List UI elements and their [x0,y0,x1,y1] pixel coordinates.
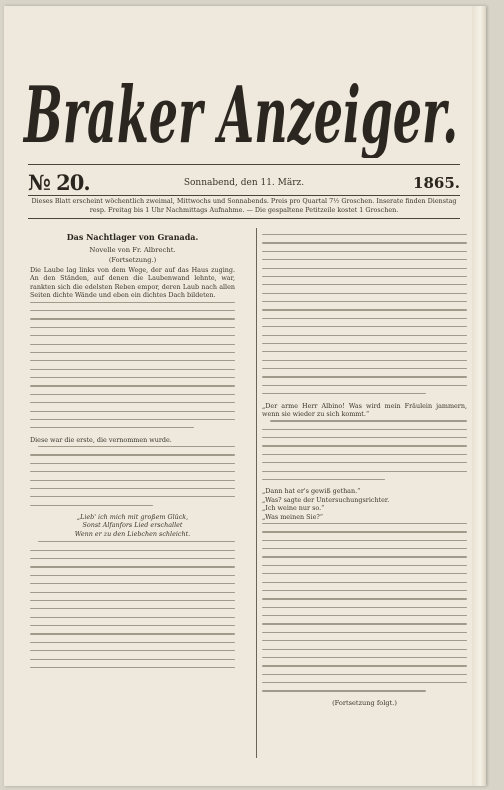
masthead-title-svg [14,66,468,158]
article-left-mid: Diese war die erste, die vernommen wurde. [30,435,172,444]
body-text-lines-6 [262,523,467,692]
issue-rule [28,195,460,196]
dialog-line: „Was? sagte der Untersuchungsrichter. [262,495,390,504]
left-column [30,232,235,675]
page-edge [472,6,486,786]
body-text-lines-5 [262,420,467,480]
to-be-continued: (Fortsetzung folgt.) [332,698,397,707]
masthead [14,66,468,158]
issue-row [28,170,460,194]
poem [30,513,235,538]
article-continued: (Fortsetzung.) [108,256,157,264]
poem-line: Sonst Alfanfors Lied erschallet [82,521,183,530]
article-author: Novelle von Fr. Albrecht. [89,246,176,254]
body-text-lines-3 [30,541,235,668]
issue-year: 1865. [413,174,460,192]
body-text-lines-2 [30,446,235,506]
poem-line: „Lieb' ich mich mit großem Glück, [76,513,189,522]
article-opening: Die Laube lag links von dem Wege, der auf das Haus zuging. An den Ständen, auf denen die Laubenwand lehnte, war, rankten sich die edelsten Reben empor, deren Laub nach allen Seiten dichte Wände und eben ein dichtes Dach bildeten. [30,266,235,300]
newspaper-page [4,6,486,786]
right-column [262,232,467,707]
notice-rule [28,218,460,219]
body-text-lines-4 [262,234,467,394]
body-text-lines [30,302,235,429]
dialog-block [262,487,467,521]
dialog-line: „Was meinen Sie?“ [262,512,324,521]
publication-notice: Dieses Blatt erscheint wöchentlich zweimal, Mittwochs und Sonnabends. Preis pro Quartal 7½ Groschen. Inserate finden Dienstag resp. Freitag bis 1 Uhr Nachmittags Aufnahme. — Die gespaltene Petitzeile kostet 1 Groschen. [31,197,457,214]
column-divider [256,228,257,758]
issue-number: № 20. [28,170,90,195]
issue-date: Sonnabend, den 11. März. [183,178,305,188]
dialog-line: „Dann hat er's gewiß gethan.“ [262,487,361,496]
poem-line: Wenn er zu den Liebchen schleicht. [74,529,191,538]
article-right-mid: „Der arme Herr Albino! Was wird mein Fräulein jammern, wenn sie wieder zu sich kommt.“ [262,401,467,418]
top-rule [28,164,460,165]
article-title: Das Nachtlager von Granada. [66,232,199,242]
dialog-line: „Ich weine nur so.“ [262,504,325,513]
masthead-title: Braker Anzeiger. [22,69,459,158]
